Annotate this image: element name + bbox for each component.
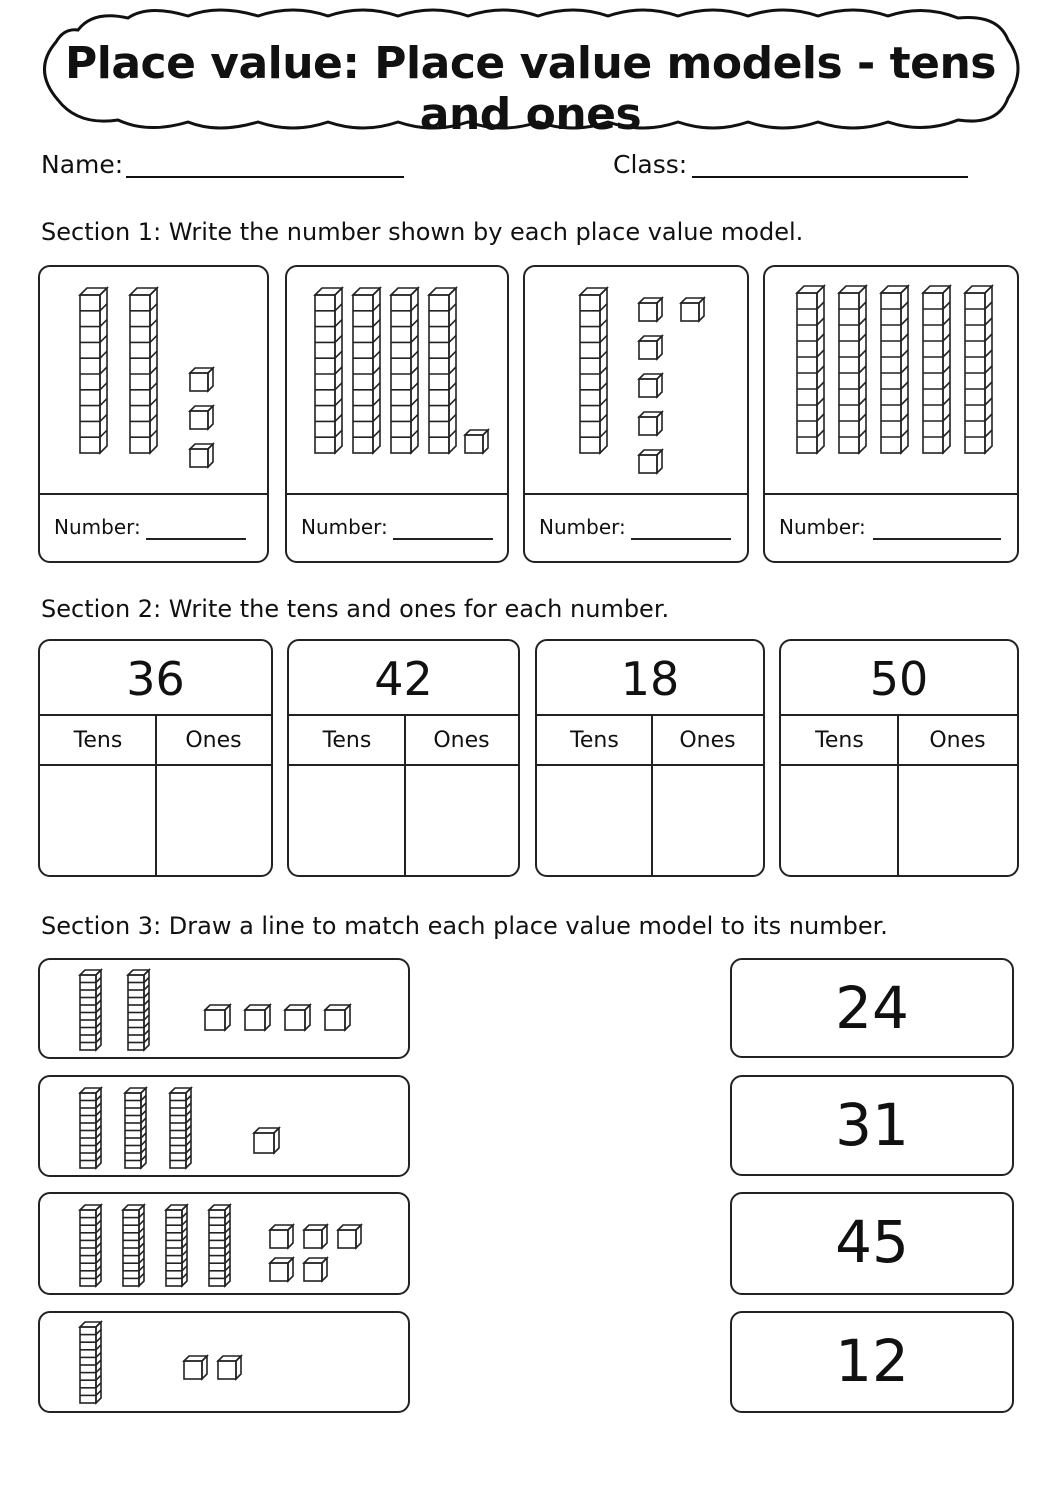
ones-answer-cell[interactable]	[653, 766, 763, 875]
match-number: 31	[835, 1091, 909, 1159]
number-answer-line[interactable]	[146, 538, 246, 540]
number-answer-line[interactable]	[631, 538, 731, 540]
place-value-model-match-4	[40, 1313, 412, 1415]
ten-rod-icon	[130, 288, 157, 453]
match-number-card-4[interactable]	[730, 1311, 1014, 1413]
ten-rod-icon	[839, 286, 866, 453]
class-label: Class:	[613, 150, 688, 179]
one-cube-icon	[639, 412, 662, 435]
number-row	[287, 493, 507, 561]
number-answer-line[interactable]	[873, 538, 1001, 540]
ten-rod-icon	[209, 1205, 230, 1286]
table-number: 36	[40, 641, 271, 716]
ten-rod-icon	[965, 286, 992, 453]
one-cube-icon	[190, 406, 213, 429]
match-model-card-3[interactable]	[38, 1192, 410, 1295]
place-value-model-match-2	[40, 1077, 412, 1179]
number-label: Number:	[539, 515, 626, 539]
match-model-card-4[interactable]	[38, 1311, 410, 1413]
tens-ones-table-4	[779, 639, 1019, 877]
place-value-model-1	[40, 267, 271, 497]
one-cube-icon	[218, 1356, 241, 1379]
name-label: Name:	[41, 150, 124, 179]
ones-header: Ones	[898, 714, 1017, 766]
ones-header: Ones	[156, 714, 271, 766]
place-value-model-2	[287, 267, 511, 497]
ten-rod-icon	[80, 1205, 101, 1286]
table-number: 50	[781, 641, 1017, 716]
ten-rod-icon	[80, 288, 107, 453]
match-number: 12	[835, 1327, 909, 1395]
one-cube-icon	[270, 1225, 293, 1248]
one-cube-icon	[254, 1128, 279, 1153]
number-label: Number:	[54, 515, 141, 539]
one-cube-icon	[465, 430, 488, 453]
page-title: Place value: Place value models - tens and ones	[65, 38, 996, 140]
one-cube-icon	[681, 298, 704, 321]
match-number-card-1[interactable]	[730, 958, 1014, 1058]
match-number: 45	[835, 1208, 909, 1276]
number-row	[765, 493, 1017, 561]
ten-rod-icon	[391, 288, 418, 453]
ones-header: Ones	[405, 714, 518, 766]
tens-header: Tens	[781, 714, 898, 766]
place-value-model-3	[525, 267, 751, 497]
tens-answer-cell[interactable]	[537, 766, 651, 875]
ones-header: Ones	[652, 714, 763, 766]
one-cube-icon	[190, 368, 213, 391]
tens-header: Tens	[40, 714, 156, 766]
ones-answer-cell[interactable]	[157, 766, 271, 875]
match-number: 24	[835, 974, 909, 1042]
class-field[interactable]	[692, 176, 968, 178]
one-cube-icon	[184, 1356, 207, 1379]
tens-answer-cell[interactable]	[781, 766, 897, 875]
section-2-title: Section 2: Write the tens and ones for each number.	[41, 595, 670, 623]
ten-rod-icon	[429, 288, 456, 453]
tens-ones-table-2	[287, 639, 520, 877]
ten-rod-icon	[123, 1205, 144, 1286]
section-1-card-3	[523, 265, 749, 563]
one-cube-icon	[304, 1225, 327, 1248]
number-row	[525, 493, 747, 561]
tens-ones-table-3	[535, 639, 765, 877]
section-1-card-1	[38, 265, 269, 563]
place-value-model-match-1	[40, 960, 412, 1061]
one-cube-icon	[270, 1258, 293, 1281]
ten-rod-icon	[166, 1205, 187, 1286]
ones-answer-cell[interactable]	[899, 766, 1017, 875]
place-value-model-4	[765, 267, 1021, 497]
number-row	[40, 493, 267, 561]
match-model-card-1[interactable]	[38, 958, 410, 1059]
table-number: 18	[537, 641, 763, 716]
tens-header: Tens	[537, 714, 652, 766]
ten-rod-icon	[923, 286, 950, 453]
ten-rod-icon	[125, 1088, 146, 1168]
match-number-card-2[interactable]	[730, 1075, 1014, 1176]
ten-rod-icon	[315, 288, 342, 453]
ten-rod-icon	[881, 286, 908, 453]
tens-ones-table-1	[38, 639, 273, 877]
section-1-card-4	[763, 265, 1019, 563]
ten-rod-icon	[80, 1322, 101, 1403]
one-cube-icon	[190, 444, 213, 467]
one-cube-icon	[285, 1005, 310, 1030]
ten-rod-icon	[797, 286, 824, 453]
ten-rod-icon	[80, 970, 101, 1050]
number-label: Number:	[779, 515, 866, 539]
ten-rod-icon	[170, 1088, 191, 1168]
tens-answer-cell[interactable]	[289, 766, 404, 875]
number-answer-line[interactable]	[393, 538, 493, 540]
tens-answer-cell[interactable]	[40, 766, 155, 875]
one-cube-icon	[639, 374, 662, 397]
one-cube-icon	[304, 1258, 327, 1281]
ten-rod-icon	[580, 288, 607, 453]
match-number-card-3[interactable]	[730, 1192, 1014, 1295]
section-3-title: Section 3: Draw a line to match each place value model to its number.	[41, 912, 888, 940]
section-1-card-2	[285, 265, 509, 563]
one-cube-icon	[245, 1005, 270, 1030]
one-cube-icon	[325, 1005, 350, 1030]
section-1-title: Section 1: Write the number shown by each place value model.	[41, 218, 804, 246]
one-cube-icon	[205, 1005, 230, 1030]
ones-answer-cell[interactable]	[406, 766, 518, 875]
table-number: 42	[289, 641, 518, 716]
tens-header: Tens	[289, 714, 405, 766]
ten-rod-icon	[128, 970, 149, 1050]
ten-rod-icon	[353, 288, 380, 453]
one-cube-icon	[338, 1225, 361, 1248]
one-cube-icon	[639, 298, 662, 321]
ten-rod-icon	[80, 1088, 101, 1168]
one-cube-icon	[639, 336, 662, 359]
place-value-model-match-3	[40, 1194, 412, 1297]
match-model-card-2[interactable]	[38, 1075, 410, 1177]
one-cube-icon	[639, 450, 662, 473]
number-label: Number:	[301, 515, 388, 539]
name-field[interactable]	[126, 176, 404, 178]
